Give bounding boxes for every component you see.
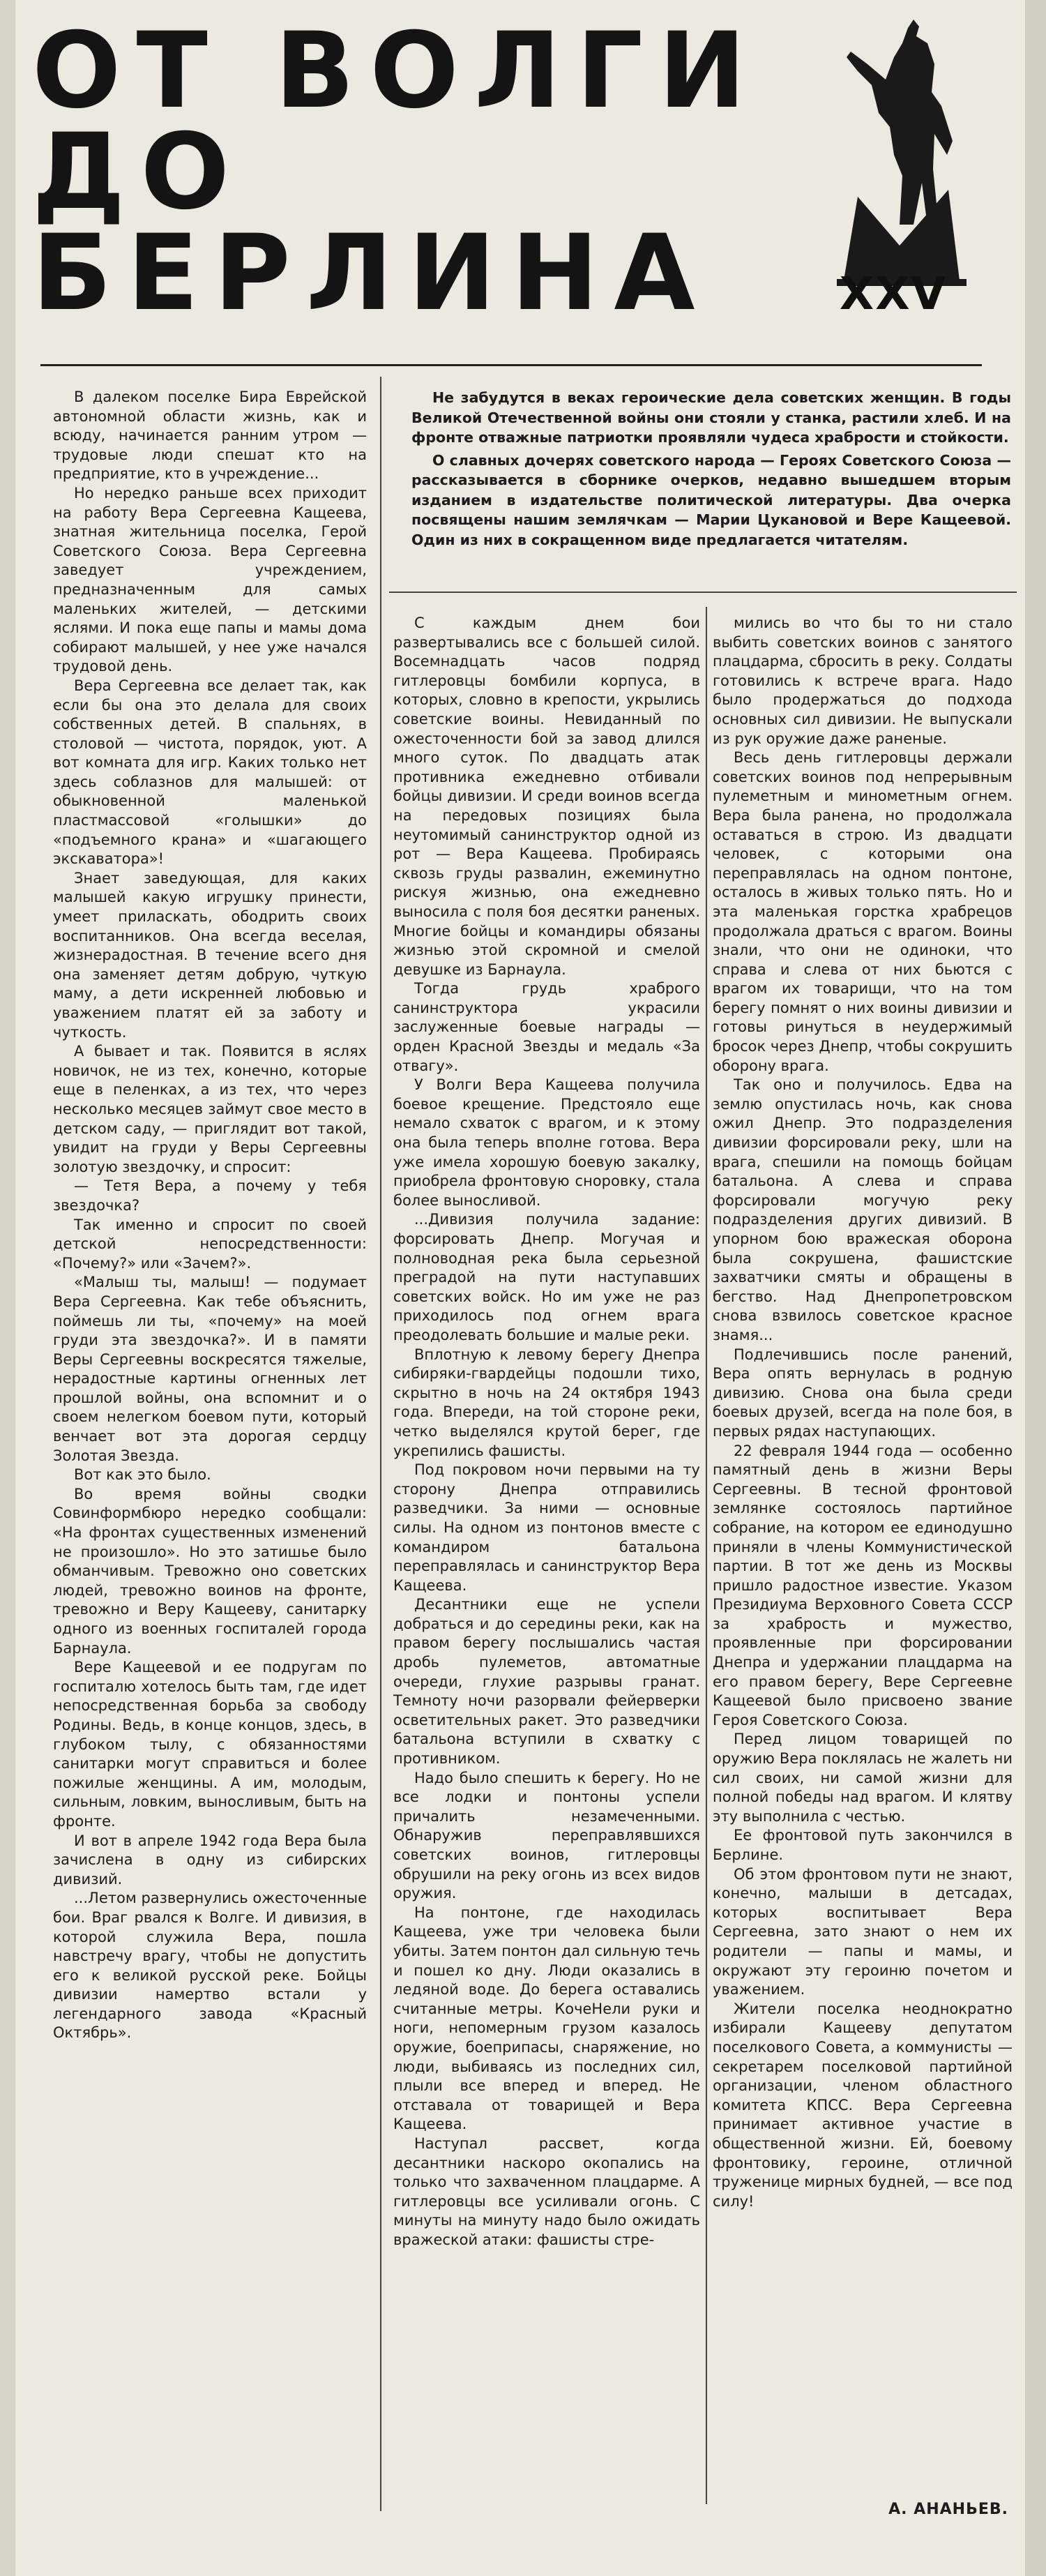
paragraph: Знает заведующая, для каких малышей какую игрушку принести, умеет приласкать, ободрить своих воспитанников. Она всегда веселая, жизнерадостная. В течение всего дня она заменяет детям добрую, чуткую маму, а дети искренней любовью и уважением платят ей за заботу и чуткость. (53, 869, 367, 1041)
motherland-monument-icon (830, 15, 969, 308)
paragraph: мились во что бы то ни стало выбить советских воинов с занятого плацдарма, сбросить в реку. Солдаты готовились к встрече врага. Надо было продержаться до подхода основных сил дивизии. Не выпускали из рук оружие даже раненые. (713, 615, 1013, 747)
headline (32, 10, 834, 334)
paragraph: А бывает и так. Появится в яслях новичок, не из тех, конечно, которые еще в пеленках, а из тех, что через несколько месяцев займут свое место в детском саду, — приглядит вот такой, увидит на груди у Веры Сергеевны золотую звездочку, и спросит: (53, 1043, 367, 1175)
paragraph: Вера Сергеевна все делает так, как если бы она это делала для своих собственных детей. В спальнях, в столовой — чистота, порядок, уют. А вот комната для игр. Каких только нет здесь соблазнов для малышей: от обыкновенной маленькой пластмассовой «голышки» до «подъемного крана» и «шагающего экскаватора»! (53, 677, 367, 868)
paragraph: В далеком поселке Бира Еврейской автономной области жизнь, как и всюду, начинается ранним утром — трудовые люди спешат кто на предприятие, кто в учреждение... (53, 389, 367, 483)
paragraph: Так оно и получилось. Едва на землю опустилась ночь, как снова ожил Днепр. Это подразделения дивизии форсировали реку, шли на врага, спешили на помощь бойцам батальона. А слева и справа форсировали могучую реку подразделения других дивизий. В упорном бою вражеская оборона была сокрушена, фашистские захватчики смяты и обращены в бегство. Над Днепропетровском снова взвилось советское красное знамя... (713, 1076, 1013, 1343)
paragraph: Десантники еще не успели добраться и до середины реки, как на правом берегу послышались частая дробь пулеметов, автоматные очереди, глухие разрывы гранат. Темноту ночи разорвали фейерверки осветительных ракет. Это разведчики батальона вступили в схватку с противником. (393, 1596, 700, 1768)
lead-bottom-rule (389, 592, 1017, 593)
article-column-3 (713, 614, 1013, 2211)
paragraph: Во время войны сводки Совинформбюро нередко сообщали: «На фронтах существенных изменений не произошло». Но это затишье было обманчивым. Тревожно оно советских людей, тревожно воинов на фронте, тревожно и Веру Кащееву, санитарку одного из военных госпиталей города Барнаула. (53, 1485, 367, 1657)
page-left-edge (0, 0, 15, 2576)
headline-line-2: ДО (32, 112, 245, 233)
paragraph: — Тетя Вера, а почему у тебя звездочка? (53, 1177, 367, 1214)
page-right-edge (1025, 0, 1046, 2576)
paragraph: Весь день гитлеровцы держали советских воинов под непрерывным пулеметным и минометным огнем. Вера была ранена, но продолжала оставаться в строю. Из двадцати человек, с которыми она переправлялась на одном понтоне, осталось в живых только пять. Но и эта маленькая горстка храбрецов продолжала драться с врагом. Воины знали, что они не одиноки, что справа и слева от них бьются с врагом их товарищи, что на том берегу помнят о них воины дивизии и готовы ринуться в неудержимый бросок через Днепр, чтобы сокрушить оборону врага. (713, 749, 1013, 1074)
lead-paragraph (411, 388, 1011, 552)
headline-line-3: БЕРЛИНА (32, 213, 711, 334)
paragraph: Об этом фронтовом пути не знают, конечно, малыши в детсадах, которых воспитывает Вера Сергеевна, зато знают о нем их родители — папы и мамы, и окружают эту героиню почетом и уважением. (713, 1865, 1013, 1998)
paragraph: 22 февраля 1944 года — особенно памятный день в жизни Веры Сергеевны. В тесной фронтовой землянке состоялось партийное собрание, на котором ее единодушно приняли в члены Коммунистической партии. В тот же день из Москвы пришло радостное известие. Указом Президиума Верховного Совета СССР за храбрость и мужество, проявленные при форсировании Днепра и удержании плацдарма на его правом берегу, Вере Сергеевне Кащеевой было присвоено звание Героя Советского Союза. (713, 1442, 1013, 1728)
article-column-1 (53, 388, 367, 2043)
paragraph: На понтоне, где находилась Кащеева, уже три человека были убиты. Затем понтон дал сильную течь и пошел ко дну. Люди оказались в ледяной воде. До берега оставались считанные метры. КочеНели руки и ноги, непомерным грузом казалось оружие, боеприпасы, снаряжение, но люди, выбиваясь из последних сил, плыли все вперед и вперед. Не отставала от товарищей и Вера Кащеева. (393, 1904, 700, 2133)
paragraph: Жители поселка неоднократно избирали Кащееву депутатом поселкового Совета, а коммунисты — секретарем поселковой партийной организации, членом областного комитета КПСС. Вера Сергеевна принимает активное участие в общественной жизни. Ей, боевому фронтовику, героине, отличной труженице мирных будней, — все под силу! (713, 2000, 1013, 2210)
paragraph: Под покровом ночи первыми на ту сторону Днепра отправились разведчики. За ними — основные силы. На одном из понтонов вместе с командиром батальона переправлялась и санинструктор Вера Кащеева. (393, 1461, 700, 1594)
lead-paragraph-1: Не забудутся в веках героические дела советских женщин. В годы Великой Отечественной войны они стояли у станка, растили хлеб. И на фронте отважные патриотки проявляли чудеса храбрости и стойкости. (411, 389, 1011, 446)
paragraph: Подлечившись после ранений, Вера опять вернулась в родную дивизию. Снова она была среди боевых друзей, всегда на поле боя, в первых рядах наступающих. (713, 1346, 1013, 1440)
author-signature: А. АНАНЬЕВ. (888, 2501, 1008, 2518)
paragraph: «Малыш ты, малыш! — подумает Вера Сергеевна. Как тебе объяснить, поймешь ли ты, «почему» на моей груди эта звездочка?». И в памяти Веры Сергеевны воскресятся тяжелые, нерадостные картины огненных лет прошлой войны, она вспомнит и о своем нелегком боевом пути, который венчает вот эта дорогая сердцу Золотая Звезда. (53, 1274, 367, 1464)
lead-paragraph-2: О славных дочерях советского народа — Героях Советского Союза — рассказывается в сборнике очерков, недавно вышедшем вторым изданием в издательстве политической литературы. Два очерка посвящены нашим землячкам — Марии Цукановой и Вере Кащеевой. Один из них в сокращенном виде предлагается читателям. (411, 451, 1011, 548)
headline-line-1: ОТ ВОЛГИ (32, 10, 761, 132)
anniversary-badge: XXV (839, 269, 948, 320)
paragraph: Надо было спешить к берегу. Но не все лодки и понтоны успели причалить незамеченными. Обнаружив переправлявшихся советских воинов, гитлеровцы обрушили на реку огонь из всех видов оружия. (393, 1769, 700, 1902)
paragraph: ...Летом развернулись ожесточенные бои. Враг рвался к Волге. И дивизия, в которой служила Вера, пошла навстречу врагу, чтобы не допустить его к великой русской реке. Бойцы дивизии намертво встали у легендарного завода «Красный Октябрь». (53, 1890, 367, 2042)
paragraph: Вере Кащеевой и ее подругам по госпиталю хотелось быть там, где идет непосредственная борьба за свободу Родины. Ведь, в конце концов, здесь, в глубоком тылу, с обязанностями санитарки могут справиться и более пожилые женщины. А им, молодым, сильным, ловким, выносливым, быть на фронте. (53, 1659, 367, 1830)
paragraph: У Волги Вера Кащеева получила боевое крещение. Предстояло еще немало схваток с врагом, и к этому она была теперь вполне готова. Вера уже имела хорошую боевую закалку, приобрела фронтовую сноровку, стала более выносливой. (393, 1076, 700, 1209)
column-divider-1 (380, 377, 381, 2511)
paragraph: С каждым днем бои развертывались все с большей силой. Восемнадцать часов подряд гитлеровцы бомбили корпуса, в которых, словно в крепости, укрылись советские воины. Невиданный по ожесточенности бой за завод длился много суток. По двадцать атак противника ежедневно отбивали бойцы дивизии. И среди воинов всегда на передовых позициях была неутомимый санинструктор одной из рот — Вера Кащеева. Пробираясь сквозь груды развалин, ежеминутно рискуя жизнью, она ежедневно выносила с поля боя десятки раненых. Многие бойцы и командиры обязаны жизнью этой скромной и смелой девушке из Барнаула. (393, 615, 700, 978)
paragraph: Вплотную к левому берегу Днепра сибиряки-гвардейцы подошли тихо, скрытно в ночь на 24 октября 1943 года. Впереди, на той стороне реки, четко выделялся крутой берег, где укрепились фашисты. (393, 1346, 700, 1459)
paragraph: Ее фронтовой путь закончился в Берлине. (713, 1827, 1013, 1863)
paragraph: Но нередко раньше всех приходит на работу Вера Сергеевна Кащеева, знатная жительница поселка, Герой Советского Союза. Вера Сергеевна заведует учреждением, предназначенным для самых маленьких жителей, — детскими яслями. И пока еще папы и мамы дома собирают малышей, у нее уже начался трудовой день. (53, 484, 367, 675)
article-column-2 (393, 614, 700, 2250)
paragraph: Тогда грудь храброго санинструктора украсили заслуженные боевые награды — орден Красной Звезды и медаль «За отвагу». (393, 980, 700, 1074)
header-rule (40, 364, 982, 366)
paragraph: ...Дивизия получила задание: форсировать Днепр. Могучая и полноводная река была серьезной преградой на пути наступавших советских войск. Но им уже не раз приходилось под огнем врага преодолевать большие и малые реки. (393, 1211, 700, 1343)
paragraph: Перед лицом товарищей по оружию Вера поклялась не жалеть ни сил своих, ни самой жизни для полной победы над врагом. И клятву эту выполнила с честью. (713, 1731, 1013, 1825)
paragraph: И вот в апреле 1942 года Вера была зачислена в одну из сибирских дивизий. (53, 1832, 367, 1888)
paragraph: Наступал рассвет, когда десантники наскоро окопались на только что захваченном плацдарме. А гитлеровцы все усиливали огонь. С минуты на минуту надо было ожидать вражеской атаки: фашисты стре- (393, 2134, 700, 2248)
paragraph: Вот как это было. (74, 1466, 211, 1484)
paragraph: Так именно и спросит по своей детской непосредственности: «Почему?» или «Зачем?». (53, 1216, 367, 1272)
column-divider-2 (706, 607, 707, 2504)
